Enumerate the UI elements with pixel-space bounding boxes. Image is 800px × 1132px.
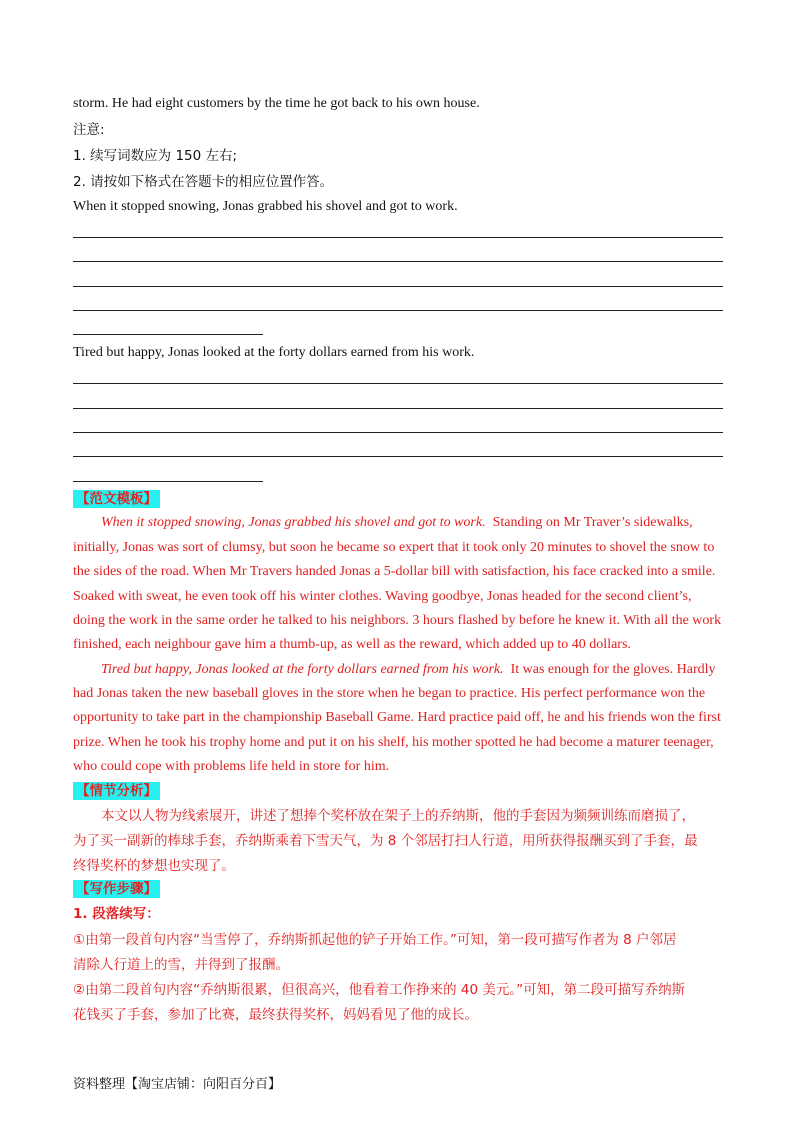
model-paragraph-2-opening: Tired but happy, Jonas looked at the forty dollars earned from his work. xyxy=(101,662,504,677)
analysis-line: 终得奖杯的梦想也实现了。 xyxy=(73,858,235,874)
model-paragraph-1-line: finished, each neighbour gave him a thumb-up, as well as the reward, which added up to 40 dollars. xyxy=(73,637,631,652)
steps-line: ①由第一段首句内容“当雪停了，乔纳斯抓起他的铲子开始工作。”可知，第一段可描写作者为 8 户邻居 xyxy=(73,932,677,948)
model-paragraph-2-line: had Jonas taken the new baseball gloves in the store when he began to practice. His perfect performance won the xyxy=(73,686,706,701)
answer-line xyxy=(73,481,263,482)
note-item-1: 1. 续写词数应为 150 左右; xyxy=(73,148,238,164)
model-paragraph-1-line: Soaked with sweat, he even took off his winter clothes. Waving goodbye, Jonas headed for the second client’s, xyxy=(73,589,692,604)
paragraph-1-opening: When it stopped snowing, Jonas grabbed his shovel and got to work. xyxy=(73,199,458,214)
answer-line xyxy=(73,286,723,287)
prompt-line: storm. He had eight customers by the time he got back to his own house. xyxy=(73,96,480,111)
model-paragraph-1-line: doing the work in the same order he talked to his neighbors. 3 hours flashed by before he knew it. With all the work xyxy=(73,613,722,628)
steps-line: ②由第二段首句内容“乔纳斯很累，但很高兴，他看着工作挣来的 40 美元。”可知，第二段可描写乔纳斯 xyxy=(73,982,686,998)
steps-line: 清除人行道上的雪，并得到了报酬。 xyxy=(73,957,289,973)
model-paragraph-2-line: opportunity to take part in the championship Baseball Game. Hard practice paid off, he and his friends won the first xyxy=(73,710,721,725)
model-paragraph-1-opening: When it stopped snowing, Jonas grabbed his shovel and got to work. xyxy=(101,515,486,530)
model-paragraph-2-line xyxy=(101,660,716,680)
analysis-line: 为了买一副新的棒球手套，乔纳斯乘着下雪天气，为 8 个邻居打扫人行道，用所获得报酬买到了手套，最 xyxy=(73,833,698,849)
steps-line: 花钱买了手套，参加了比赛，最终获得奖杯，妈妈看见了他的成长。 xyxy=(73,1007,478,1023)
model-paragraph-2-line: who could cope with problems life held in store for him. xyxy=(73,759,390,774)
steps-heading: 1. 段落续写： xyxy=(73,906,160,922)
answer-line xyxy=(73,432,723,433)
model-paragraph-1-line: the sides of the road. When Mr Travers handed Jonas a 5-dollar bill with satisfaction, his face cracked into a smile. xyxy=(73,564,716,579)
paragraph-2-opening: Tired but happy, Jonas looked at the forty dollars earned from his work. xyxy=(73,345,475,360)
answer-line xyxy=(73,261,723,262)
answer-line xyxy=(73,408,723,409)
model-paragraph-1-line xyxy=(101,513,693,533)
plot-analysis-tag: 【情节分析】 xyxy=(73,782,160,800)
note-item-2: 2. 请按如下格式在答题卡的相应位置作答。 xyxy=(73,174,334,190)
model-paragraph-2-line: prize. When he took his trophy home and put it on his shelf, his mother spotted he had become a maturer teenager, xyxy=(73,735,714,750)
model-paragraph-1-line: initially, Jonas was sort of clumsy, but soon he became so expert that it took only 20 minutes to shovel the snow to xyxy=(73,540,715,555)
answer-line xyxy=(73,383,723,384)
note-heading: 注意: xyxy=(73,122,105,138)
writing-steps-tag: 【写作步骤】 xyxy=(73,880,160,898)
model-text: It was enough for the gloves. Hardly xyxy=(503,662,716,677)
model-text: Standing on Mr Traver’s sidewalks, xyxy=(485,515,693,530)
analysis-line: 本文以人物为线索展开，讲述了想捧个奖杯放在架子上的乔纳斯，他的手套因为频频训练而磨损了， xyxy=(101,808,695,824)
answer-line xyxy=(73,334,263,335)
page-footer: 资料整理【淘宝店铺：向阳百分百】 xyxy=(73,1077,282,1092)
answer-line xyxy=(73,310,723,311)
answer-line xyxy=(73,456,723,457)
model-essay-tag: 【范文模板】 xyxy=(73,490,160,508)
answer-line xyxy=(73,237,723,238)
